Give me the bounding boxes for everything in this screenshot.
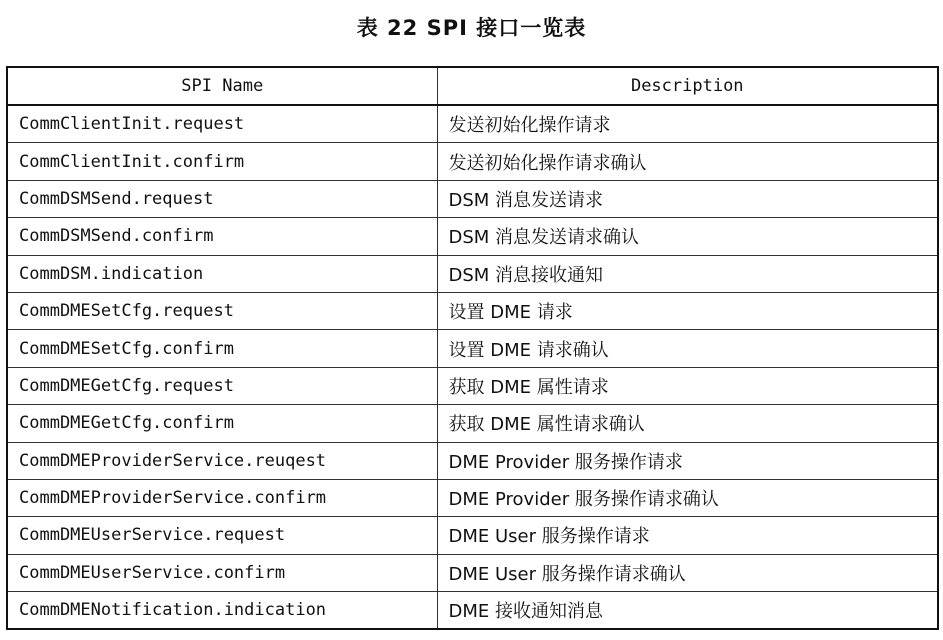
spi-name-cell: CommDMEProviderService.confirm — [7, 479, 437, 516]
table-row — [7, 330, 938, 367]
table-row — [7, 143, 938, 180]
table-row — [7, 517, 938, 554]
table-row — [7, 442, 938, 479]
spi-name-cell: CommDMESetCfg.request — [7, 292, 437, 329]
spi-name-cell: CommDMEProviderService.reuqest — [7, 442, 437, 479]
description-cell: DME 接收通知消息 — [437, 592, 938, 630]
description-cell: DME User 服务操作请求 — [437, 517, 938, 554]
spi-name-cell: CommClientInit.confirm — [7, 143, 437, 180]
spi-name-cell: CommDMEUserService.request — [7, 517, 437, 554]
table-row — [7, 105, 938, 143]
description-cell: DME Provider 服务操作请求确认 — [437, 479, 938, 516]
description-cell: 获取 DME 属性请求确认 — [437, 405, 938, 442]
table-row — [7, 180, 938, 217]
description-cell: 设置 DME 请求 — [437, 292, 938, 329]
spi-name-cell: CommDMEGetCfg.confirm — [7, 405, 437, 442]
description-cell: DME User 服务操作请求确认 — [437, 554, 938, 591]
spi-name-cell: CommDSMSend.request — [7, 180, 437, 217]
description-cell: DSM 消息接收通知 — [437, 255, 938, 292]
spi-table — [6, 66, 939, 630]
table-row — [7, 479, 938, 516]
table-row — [7, 367, 938, 404]
spi-name-cell: CommDMEGetCfg.request — [7, 367, 437, 404]
table-row — [7, 255, 938, 292]
table-row — [7, 554, 938, 591]
table-row — [7, 218, 938, 255]
header-spi-name: SPI Name — [7, 67, 437, 105]
spi-name-cell: CommClientInit.request — [7, 105, 437, 143]
spi-name-cell: CommDMESetCfg.confirm — [7, 330, 437, 367]
table-caption: 表 22 SPI 接口一览表 — [356, 16, 587, 40]
description-cell: 获取 DME 属性请求 — [437, 367, 938, 404]
description-cell: DSM 消息发送请求确认 — [437, 218, 938, 255]
spi-name-cell: CommDMEUserService.confirm — [7, 554, 437, 591]
description-cell: DSM 消息发送请求 — [437, 180, 938, 217]
spi-name-cell: CommDSMSend.confirm — [7, 218, 437, 255]
spi-name-cell: CommDMENotification.indication — [7, 592, 437, 630]
table-row — [7, 292, 938, 329]
description-cell: 设置 DME 请求确认 — [437, 330, 938, 367]
header-description: Description — [437, 67, 938, 105]
table-row — [7, 405, 938, 442]
table-row — [7, 592, 938, 630]
description-cell: 发送初始化操作请求确认 — [437, 143, 938, 180]
description-cell: 发送初始化操作请求 — [437, 105, 938, 143]
description-cell: DME Provider 服务操作请求 — [437, 442, 938, 479]
spi-name-cell: CommDSM.indication — [7, 255, 437, 292]
table-header-row — [7, 67, 938, 105]
